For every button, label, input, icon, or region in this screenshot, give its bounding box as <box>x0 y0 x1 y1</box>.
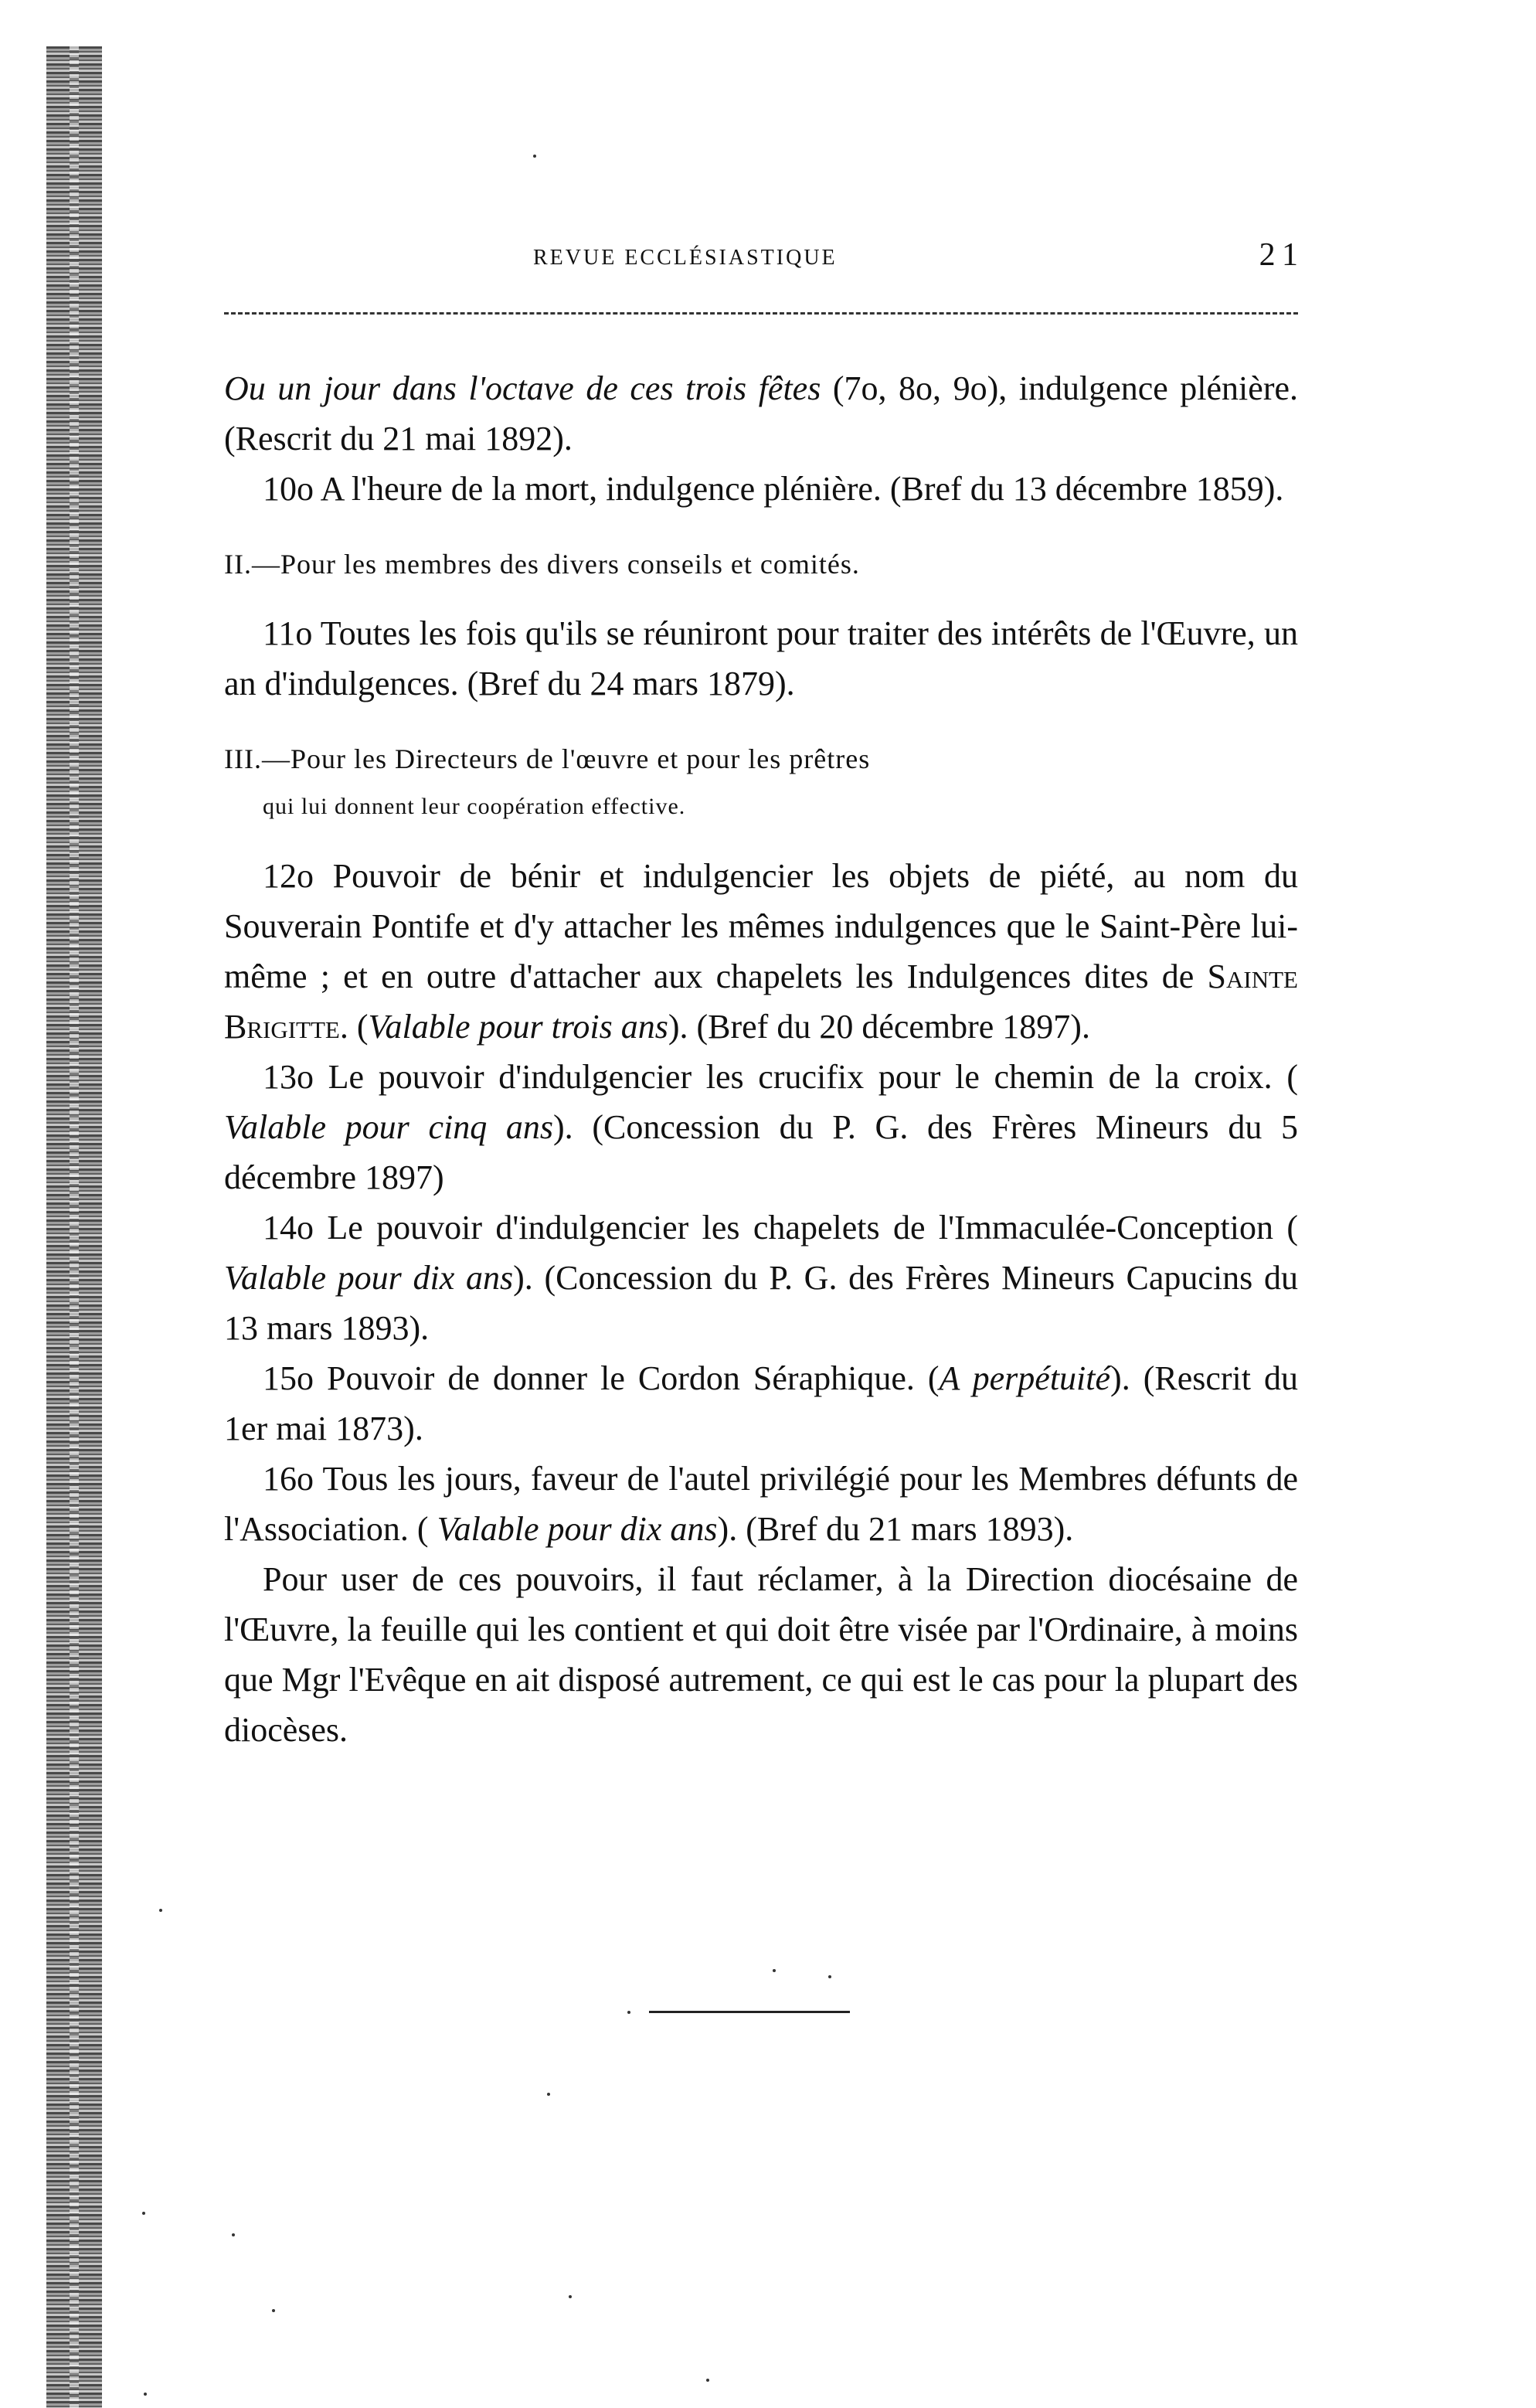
book-page <box>224 0 1298 2408</box>
small-caps-name: Sainte Brigitte <box>224 957 1298 1046</box>
print-speck <box>272 2309 275 2312</box>
paragraph-text: 16o Tous les jours, faveur de l'autel privilégié pour les Membres défunts de l'Association. ( <box>224 1460 1298 1548</box>
paragraph-closing: Pour user de ces pouvoirs, il faut réclamer, à la Direction diocésaine de l'Œuvre, la feuille qui les contient et qui doit être visée par l'Ordinaire, à moins que Mgr l'Evêque en ait disposé autrement, ce qui est le cas pour la plupart des diocèses. <box>224 1560 1298 1749</box>
print-speck <box>706 2379 709 2382</box>
page-body <box>224 363 1298 1755</box>
paragraph-item-16 <box>224 1454 1298 1554</box>
paragraph-text: (7o, 8o, 9o), indulgence plénière. (Rescrit du 21 mai 1892). <box>224 369 1298 457</box>
paragraph-text: 14o Le pouvoir d'indulgencier les chapelets de l'Immaculée-Conception ( <box>263 1209 1298 1247</box>
paragraph-item-14 <box>224 1202 1298 1353</box>
print-speck <box>144 2393 147 2396</box>
section-heading-2: II.—Pour les membres des divers conseils et comités. <box>224 549 860 580</box>
paragraph-item-12 <box>224 851 1298 1052</box>
section-heading-3 <box>224 735 1298 831</box>
paragraph-text: ). (Concession du P. G. des Frères Mineurs Capucins du 13 mars 1893). <box>224 1259 1298 1347</box>
paragraph-item-10: 10o A l'heure de la mort, indulgence plénière. (Bref du 13 décembre 1859). <box>263 470 1284 508</box>
paragraph-text: ). (Rescrit du 1er mai 1873). <box>224 1359 1299 1447</box>
section-heading-3-line1: III.—Pour les Directeurs de l'œuvre et pour les prêtres <box>224 743 871 774</box>
header-rule <box>224 312 1298 315</box>
paragraph-text: ). (Concession du P. G. des Frères Mineurs du 5 décembre 1897) <box>224 1108 1298 1196</box>
print-speck <box>569 2295 572 2298</box>
italic-phrase: A perpétuité <box>939 1359 1111 1397</box>
paragraph-item-11: 11o Toutes les fois qu'ils se réuniront pour traiter des intérêts de l'Œuvre, un an d'indulgences. (Bref du 24 mars 1879). <box>224 614 1298 702</box>
print-speck <box>828 1975 831 1978</box>
paragraph-item-13 <box>224 1052 1298 1202</box>
paragraph-text: 12o Pouvoir de bénir et indulgencier les objets de piété, au nom du Souverain Pontife et d'y attacher les mêmes indulgences que le Saint-Père lui-même ; et en outre d'attacher aux chapelets les Indulgences dites de <box>224 857 1298 995</box>
paragraph-text: 15o Pouvoir de donner le Cordon Séraphique. ( <box>263 1359 940 1397</box>
section-heading-3-line2: qui lui donnent leur coopération effective. <box>263 794 686 819</box>
print-speck <box>773 1969 776 1972</box>
end-rule <box>649 2011 850 2013</box>
italic-phrase: Valable pour trois ans <box>368 1008 668 1046</box>
paragraph-text: 13o Le pouvoir d'indulgencier les crucifix pour le chemin de la croix. ( <box>263 1058 1298 1096</box>
print-speck <box>232 2233 235 2236</box>
page-header <box>224 236 1298 283</box>
italic-phrase: Valable pour dix ans <box>437 1510 718 1548</box>
paragraph-text: . ( <box>339 1008 369 1046</box>
paragraph-text: ). (Bref du 20 décembre 1897). <box>668 1008 1090 1046</box>
paragraph-text: ). (Bref du 21 mars 1893). <box>717 1510 1074 1548</box>
print-speck <box>627 2011 630 2014</box>
print-speck <box>142 2212 145 2215</box>
print-speck <box>533 155 536 158</box>
italic-phrase: Valable pour cinq ans <box>224 1108 554 1146</box>
print-speck <box>547 2093 550 2096</box>
italic-phrase: Ou un jour dans l'octave de ces trois fêtes <box>224 369 821 407</box>
italic-phrase: Valable pour dix ans <box>224 1259 514 1297</box>
paragraph-item-15 <box>224 1353 1298 1454</box>
print-speck <box>159 1909 162 1912</box>
page-number: 2 1 <box>1259 237 1298 273</box>
paragraph-item-9-continued <box>224 363 1298 464</box>
running-head: REVUE ECCLÉSIASTIQUE <box>533 246 838 270</box>
book-binding-edge <box>46 46 102 2408</box>
